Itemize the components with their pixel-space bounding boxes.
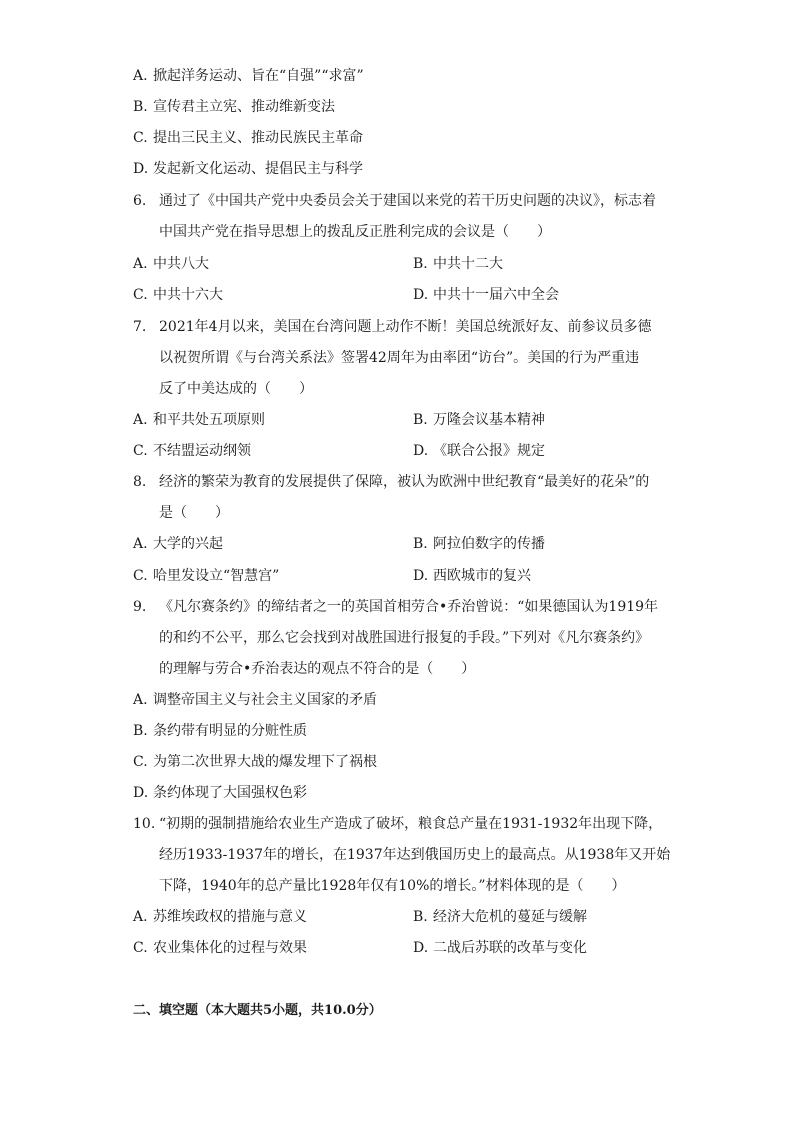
option-letter: D. bbox=[413, 568, 429, 584]
q10-option-b bbox=[413, 908, 587, 926]
q7-option-d bbox=[413, 442, 545, 460]
stem-text: 通过了《中国共产党中央委员会关于建国以来党的若干历史问题的决议》，标志着 bbox=[159, 193, 656, 209]
stem-text: 2021年4月以来，美国在台湾问题上动作不断！美国总统派好友、前参议员多德 bbox=[159, 319, 652, 335]
q6-stem-line-1 bbox=[133, 192, 656, 210]
option-text: 提出三民主义、推动民族民主革命 bbox=[153, 130, 363, 146]
q6-option-d bbox=[413, 286, 559, 304]
q7-option-b bbox=[413, 411, 545, 429]
option-text: 中共八大 bbox=[153, 256, 209, 272]
q10-stem-line-1 bbox=[133, 815, 662, 833]
q7-stem-line-1 bbox=[133, 318, 652, 336]
q7-stem-line-2: 以祝贺所谓《与台湾关系法》签署42周年为由率团“访台”。美国的行为严重违 bbox=[159, 350, 640, 366]
q9-stem-line-2: 的和约不公平，那么它会找到对战胜国进行报复的手段。”下列对《凡尔赛条约》 bbox=[159, 630, 650, 646]
q8-option-a bbox=[133, 535, 223, 553]
option-letter: B. bbox=[413, 536, 428, 552]
option-text: 不结盟运动纲领 bbox=[153, 443, 251, 459]
option-letter: A. bbox=[133, 692, 148, 708]
q8-option-c bbox=[133, 567, 279, 585]
option-letter: C. bbox=[133, 940, 148, 956]
q9-option-c bbox=[133, 753, 377, 771]
option-letter: D. bbox=[133, 161, 149, 177]
option-letter: A. bbox=[133, 256, 148, 272]
q8-option-b bbox=[413, 535, 545, 553]
q9-option-a bbox=[133, 691, 377, 709]
option-letter: B. bbox=[133, 99, 148, 115]
option-letter: B. bbox=[413, 909, 428, 925]
q10-option-d bbox=[413, 939, 587, 957]
question-number: 6. bbox=[133, 193, 147, 209]
option-text: 万隆会议基本精神 bbox=[433, 412, 545, 428]
question-number: 10. bbox=[133, 816, 156, 832]
q9-option-b bbox=[133, 722, 307, 740]
q9-option-d bbox=[133, 784, 307, 802]
option-text: 中共十一届六中全会 bbox=[433, 287, 559, 303]
option-text: 《联合公报》规定 bbox=[433, 443, 545, 459]
option-text: 条约带有明显的分赃性质 bbox=[153, 723, 307, 739]
q6-option-b bbox=[413, 255, 503, 273]
option-text: 西欧城市的复兴 bbox=[433, 568, 531, 584]
option-letter: B. bbox=[413, 256, 428, 272]
option-letter: C. bbox=[133, 568, 148, 584]
q10-stem-line-3: 下降，1940年的总产量比1928年仅有10%的增长。”材料体现的是（ ） bbox=[159, 878, 626, 894]
option-text: 中共十二大 bbox=[433, 256, 503, 272]
q5-option-c bbox=[133, 129, 363, 147]
q8-stem-line-1 bbox=[133, 473, 649, 491]
q10-option-c bbox=[133, 939, 307, 957]
option-text: 宣传君主立宪、推动维新变法 bbox=[153, 99, 335, 115]
q9-stem-line-1 bbox=[133, 598, 658, 616]
option-letter: D. bbox=[413, 287, 429, 303]
q5-option-a bbox=[133, 67, 364, 85]
option-text: 哈里发设立“智慧宫” bbox=[153, 568, 280, 584]
stem-text: 《凡尔赛条约》的缔结者之一的英国首相劳合•乔治曾说：“如果德国认为1919年 bbox=[159, 599, 659, 615]
option-text: 条约体现了大国强权色彩 bbox=[153, 785, 307, 801]
option-letter: C. bbox=[133, 443, 148, 459]
option-text: 农业集体化的过程与效果 bbox=[153, 940, 307, 956]
option-text: 苏维埃政权的措施与意义 bbox=[153, 909, 307, 925]
question-number: 8. bbox=[133, 474, 147, 490]
option-letter: A. bbox=[133, 412, 148, 428]
option-letter: A. bbox=[133, 909, 148, 925]
option-letter: D. bbox=[413, 443, 429, 459]
q6-option-c bbox=[133, 286, 223, 304]
option-text: 发起新文化运动、提倡民主与科学 bbox=[153, 161, 363, 177]
option-letter: A. bbox=[133, 68, 148, 84]
q7-stem-line-3: 反了中美达成的（ ） bbox=[159, 381, 313, 397]
option-letter: D. bbox=[413, 940, 429, 956]
q7-option-c bbox=[133, 442, 251, 460]
question-number: 7. bbox=[133, 319, 147, 335]
option-letter: D. bbox=[133, 785, 149, 801]
option-text: 经济大危机的蔓延与缓解 bbox=[433, 909, 587, 925]
q8-option-d bbox=[413, 567, 531, 585]
option-text: 为第二次世界大战的爆发埋下了祸根 bbox=[153, 754, 377, 770]
option-text: 和平共处五项原则 bbox=[153, 412, 265, 428]
question-number: 9. bbox=[133, 599, 147, 615]
option-text: 调整帝国主义与社会主义国家的矛盾 bbox=[153, 692, 377, 708]
option-text: 大学的兴起 bbox=[153, 536, 223, 552]
q5-option-b bbox=[133, 98, 335, 116]
q6-option-a bbox=[133, 255, 209, 273]
q10-option-a bbox=[133, 908, 307, 926]
option-letter: C. bbox=[133, 130, 148, 146]
option-text: 阿拉伯数字的传播 bbox=[433, 536, 545, 552]
option-letter: C. bbox=[133, 287, 148, 303]
option-letter: B. bbox=[133, 723, 148, 739]
option-text: 掀起洋务运动、旨在“自强”“求富” bbox=[153, 68, 364, 84]
q10-stem-line-2: 经历1933-1937年的增长，在1937年达到俄国历史上的最高点。从1938年又开始 bbox=[159, 847, 671, 863]
option-text: 二战后苏联的改革与变化 bbox=[433, 940, 587, 956]
q6-stem-line-2: 中国共产党在指导思想上的拨乱反正胜利完成的会议是（ ） bbox=[159, 224, 551, 240]
option-letter: B. bbox=[413, 412, 428, 428]
stem-text: “初期的强制措施给农业生产造成了破坏，粮食总产量在1931-1932年出现下降， bbox=[159, 816, 663, 832]
q8-stem-line-2: 是（ ） bbox=[159, 505, 229, 521]
stem-text: 经济的繁荣为教育的发展提供了保障，被认为欧洲中世纪教育“最美好的花朵”的 bbox=[159, 474, 650, 490]
option-text: 中共十六大 bbox=[153, 287, 223, 303]
option-letter: A. bbox=[133, 536, 148, 552]
q9-stem-line-3: 的理解与劳合•乔治表达的观点不符合的是（ ） bbox=[159, 661, 476, 677]
option-letter: C. bbox=[133, 754, 148, 770]
q5-option-d bbox=[133, 160, 363, 178]
q7-option-a bbox=[133, 411, 265, 429]
section-heading-fill-in: 二、填空题（本大题共5小题，共10.0分） bbox=[133, 1003, 382, 1018]
